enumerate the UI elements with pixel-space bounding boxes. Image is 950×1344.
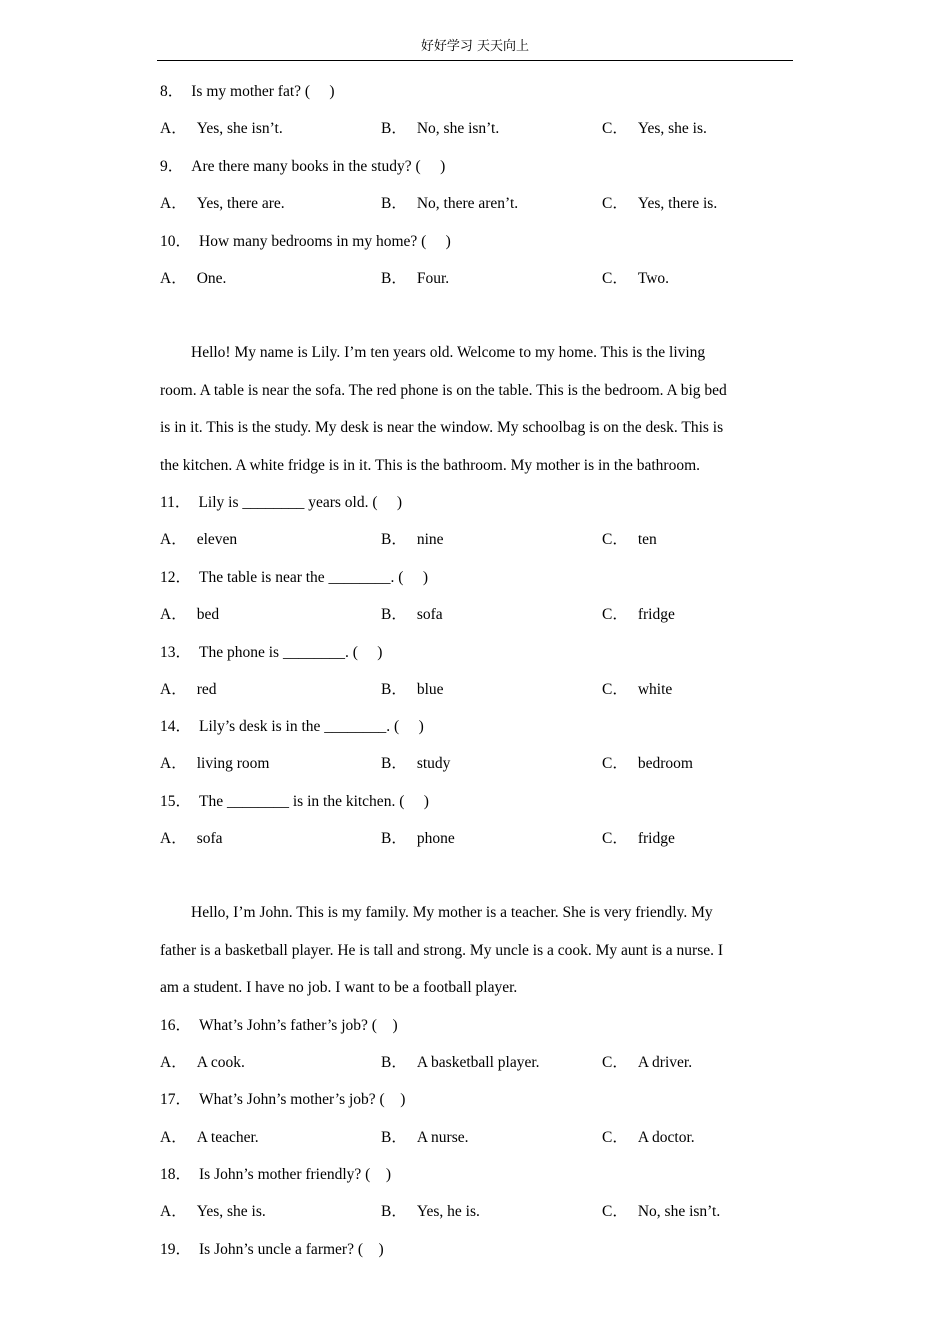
question-9: [160, 157, 445, 177]
option-letter: C．: [602, 120, 628, 137]
question-text: Are there many books in the study? ( ): [191, 158, 446, 175]
question-text: What’s John’s father’s job? ( ): [199, 1017, 398, 1034]
q16-option-b[interactable]: [381, 1053, 540, 1073]
q13-option-a[interactable]: [160, 680, 217, 700]
question-text: Is my mother fat? ( ): [191, 83, 335, 100]
option-letter: B．: [381, 830, 407, 847]
option-text: Four.: [416, 270, 450, 287]
q17-option-b[interactable]: [381, 1128, 469, 1148]
q8-option-c[interactable]: [602, 119, 707, 139]
option-text: Yes, she isn’t.: [196, 120, 283, 137]
q14-option-c[interactable]: [602, 754, 693, 774]
option-text: No, she isn’t.: [416, 120, 500, 137]
option-letter: A．: [160, 1054, 187, 1071]
option-letter: A．: [160, 120, 187, 137]
option-letter: B．: [381, 531, 407, 548]
q11-option-b[interactable]: [381, 530, 444, 550]
q17-option-a[interactable]: [160, 1128, 259, 1148]
q8-option-a[interactable]: [160, 119, 283, 139]
option-letter: A．: [160, 830, 187, 847]
q12-option-c[interactable]: [602, 605, 675, 625]
option-text: bed: [196, 606, 220, 623]
question-11: [160, 493, 402, 513]
q10-option-c[interactable]: [602, 269, 669, 289]
option-text: Yes, there is.: [637, 195, 718, 212]
q12-option-b[interactable]: [381, 605, 443, 625]
option-letter: C．: [602, 531, 628, 548]
option-text: Yes, he is.: [416, 1203, 480, 1220]
question-number: 13．: [160, 644, 192, 661]
option-text: ten: [637, 531, 657, 548]
option-letter: C．: [602, 195, 628, 212]
question-number: 12．: [160, 569, 192, 586]
q10-option-b[interactable]: [381, 269, 449, 289]
q15-option-a[interactable]: [160, 829, 223, 849]
option-letter: C．: [602, 1203, 628, 1220]
option-letter: A．: [160, 531, 187, 548]
question-number: 16．: [160, 1017, 192, 1034]
question-14: [160, 717, 424, 737]
option-letter: B．: [381, 120, 407, 137]
question-text: The phone is ________. ( ): [199, 644, 383, 661]
option-letter: B．: [381, 1203, 407, 1220]
option-text: No, she isn’t.: [637, 1203, 721, 1220]
q18-option-c[interactable]: [602, 1202, 720, 1222]
q14-option-a[interactable]: [160, 754, 269, 774]
option-text: One.: [196, 270, 227, 287]
q9-option-a[interactable]: [160, 194, 285, 214]
option-text: A basketball player.: [416, 1054, 540, 1071]
question-number: 18．: [160, 1166, 192, 1183]
q11-option-a[interactable]: [160, 530, 237, 550]
option-letter: B．: [381, 270, 407, 287]
passage-1-line-3: is in it. This is the study. My desk is near the window. My schoolbag is on the desk. This is: [160, 419, 724, 436]
option-letter: B．: [381, 681, 407, 698]
question-text: What’s John’s mother’s job? ( ): [199, 1091, 406, 1108]
q15-option-b[interactable]: [381, 829, 455, 849]
header-title: 好好学习 天天向上: [420, 39, 530, 54]
question-text: The table is near the ________. ( ): [199, 569, 429, 586]
option-text: sofa: [196, 830, 223, 847]
option-text: eleven: [196, 531, 238, 548]
q8-option-b[interactable]: [381, 119, 499, 139]
q15-option-c[interactable]: [602, 829, 675, 849]
option-letter: A．: [160, 606, 187, 623]
question-12: [160, 568, 428, 588]
option-text: fridge: [637, 830, 675, 847]
passage-1-line-2: room. A table is near the sofa. The red phone is on the table. This is the bedroom. A big bed: [160, 382, 727, 399]
option-text: bedroom: [637, 755, 693, 772]
q16-option-a[interactable]: [160, 1053, 245, 1073]
question-text: Lily’s desk is in the ________. ( ): [199, 718, 424, 735]
option-text: Yes, she is.: [196, 1203, 266, 1220]
q13-option-c[interactable]: [602, 680, 672, 700]
question-16: [160, 1016, 398, 1036]
option-text: A doctor.: [637, 1129, 695, 1146]
question-text: Is John’s uncle a farmer? ( ): [199, 1241, 384, 1258]
passage-1-line-1: Hello! My name is Lily. I’m ten years old. Welcome to my home. This is the living: [160, 344, 706, 361]
option-letter: C．: [602, 681, 628, 698]
question-text: The ________ is in the kitchen. ( ): [199, 793, 429, 810]
option-text: red: [196, 681, 217, 698]
option-text: phone: [416, 830, 455, 847]
q9-option-b[interactable]: [381, 194, 518, 214]
passage-2-line-2: father is a basketball player. He is tall and strong. My uncle is a cook. My aunt is a nurse. I: [160, 942, 724, 959]
question-15: [160, 792, 429, 812]
option-letter: A．: [160, 681, 187, 698]
question-number: 8．: [160, 83, 184, 100]
option-text: A driver.: [637, 1054, 693, 1071]
option-text: white: [637, 681, 673, 698]
question-number: 11．: [160, 494, 191, 511]
page-header: [157, 36, 793, 61]
q11-option-c[interactable]: [602, 530, 657, 550]
option-letter: A．: [160, 1203, 187, 1220]
option-text: study: [416, 755, 451, 772]
question-number: 19．: [160, 1241, 192, 1258]
option-letter: B．: [381, 195, 407, 212]
option-text: No, there aren’t.: [416, 195, 519, 212]
option-text: living room: [196, 755, 270, 772]
option-letter: B．: [381, 606, 407, 623]
option-letter: C．: [602, 606, 628, 623]
question-19: [160, 1240, 384, 1260]
question-text: Lily is ________ years old. ( ): [198, 494, 403, 511]
question-number: 17．: [160, 1091, 192, 1108]
option-text: A teacher.: [196, 1129, 259, 1146]
option-text: fridge: [637, 606, 675, 623]
option-letter: C．: [602, 270, 628, 287]
option-letter: B．: [381, 1054, 407, 1071]
question-text: How many bedrooms in my home? ( ): [199, 233, 451, 250]
option-letter: A．: [160, 195, 187, 212]
question-8: [160, 82, 335, 102]
passage-1-line-4: the kitchen. A white fridge is in it. This is the bathroom. My mother is in the bathroom.: [160, 457, 700, 474]
q14-option-b[interactable]: [381, 754, 450, 774]
option-letter: B．: [381, 1129, 407, 1146]
q13-option-b[interactable]: [381, 680, 444, 700]
q9-option-c[interactable]: [602, 194, 717, 214]
option-letter: C．: [602, 1054, 628, 1071]
q18-option-a[interactable]: [160, 1202, 266, 1222]
question-number: 15．: [160, 793, 192, 810]
option-text: Yes, there are.: [196, 195, 285, 212]
option-letter: A．: [160, 755, 187, 772]
q10-option-a[interactable]: [160, 269, 226, 289]
option-letter: A．: [160, 270, 187, 287]
option-text: Two.: [637, 270, 670, 287]
option-text: nine: [416, 531, 444, 548]
question-number: 10．: [160, 233, 192, 250]
option-text: Yes, she is.: [637, 120, 707, 137]
passage-2-line-1: Hello, I’m John. This is my family. My mother is a teacher. She is very friendly. My: [160, 904, 713, 921]
passage-2-line-3: am a student. I have no job. I want to be a football player.: [160, 979, 518, 996]
question-number: 14．: [160, 718, 192, 735]
question-number: 9．: [160, 158, 184, 175]
option-letter: C．: [602, 830, 628, 847]
question-13: [160, 643, 382, 663]
option-letter: B．: [381, 755, 407, 772]
option-text: sofa: [416, 606, 443, 623]
question-text: Is John’s mother friendly? ( ): [199, 1166, 392, 1183]
option-letter: A．: [160, 1129, 187, 1146]
option-letter: C．: [602, 1129, 628, 1146]
option-letter: C．: [602, 755, 628, 772]
option-text: A cook.: [196, 1054, 245, 1071]
q16-option-c[interactable]: [602, 1053, 692, 1073]
question-17: [160, 1090, 405, 1110]
q18-option-b[interactable]: [381, 1202, 480, 1222]
q17-option-c[interactable]: [602, 1128, 695, 1148]
option-text: A nurse.: [416, 1129, 469, 1146]
q12-option-a[interactable]: [160, 605, 219, 625]
option-text: blue: [416, 681, 444, 698]
question-10: [160, 232, 451, 252]
question-18: [160, 1165, 391, 1185]
